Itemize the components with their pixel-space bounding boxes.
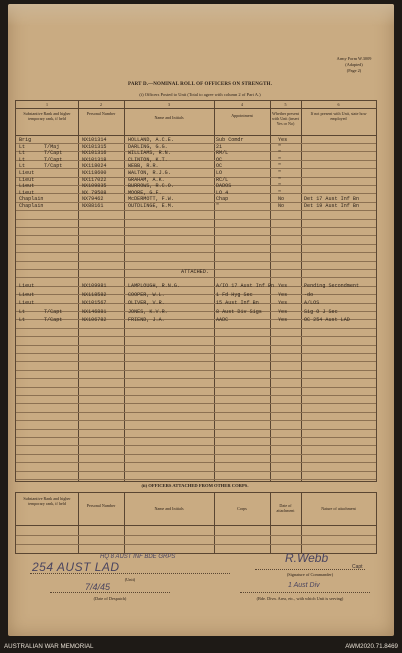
cell-employment: A/LOS bbox=[304, 300, 320, 306]
cell-employment: -do bbox=[304, 291, 314, 298]
cell-personal-number: NX146881 bbox=[82, 308, 107, 315]
signature-title: Capt bbox=[352, 564, 363, 570]
cell-temp-rank: T/Capt bbox=[44, 317, 63, 323]
cell-temp-rank: T/Capt bbox=[44, 308, 63, 315]
cell-personal-number: NX118024 bbox=[82, 163, 107, 170]
cell-employment: Det 19 Aust Inf Bn bbox=[304, 203, 360, 209]
s2-header: Personal Number bbox=[86, 503, 116, 508]
cell-personal-number: NX117022 bbox=[82, 176, 107, 183]
col-num: 5 bbox=[284, 102, 287, 107]
cell-personal-number: NX101316 bbox=[82, 150, 107, 157]
cell-rank: Chaplain bbox=[19, 203, 44, 209]
s2-header: Substantive Rank and higher temporary rank, if held bbox=[23, 496, 71, 507]
cell-personal-number: NX101567 bbox=[82, 300, 107, 306]
caption-date: (Date of Despatch) bbox=[93, 596, 127, 601]
cell-appointment: Chap bbox=[216, 196, 229, 203]
cell-rank: Lieut bbox=[19, 170, 35, 176]
form-number bbox=[324, 56, 384, 73]
form-number-line: (Adapted) bbox=[345, 61, 363, 67]
cell-rank: Lt bbox=[19, 156, 26, 163]
cell-appointment: LO bbox=[216, 170, 223, 176]
unit-handwritten: 254 AUST LAD bbox=[32, 560, 120, 574]
section2-title: (ii) OFFICERS ATTACHED FROM OTHER CORPS. bbox=[141, 483, 249, 488]
col-header-employment: If not present with Unit, state how employed bbox=[310, 111, 367, 122]
s2-header: Corps bbox=[237, 506, 247, 511]
cell-present: Yes bbox=[278, 308, 288, 315]
cell-rank: Lt bbox=[19, 308, 26, 315]
cell-present: " bbox=[278, 143, 282, 150]
cell-present: Yes bbox=[278, 283, 288, 289]
cell-appointment: 2i bbox=[216, 143, 223, 150]
cell-name: JONES, K.V.R. bbox=[128, 308, 168, 315]
col-header-name: Name and Initials bbox=[154, 115, 184, 120]
col-header-rank: Substantive Rank and higher temporary rank, if held bbox=[23, 111, 71, 122]
cell-name: GRAHAM, A.K. bbox=[128, 176, 165, 183]
cell-name: DARLING, G.G. bbox=[128, 143, 168, 150]
unit-note-handwritten: HQ 8 AUST INF BDE GRPS bbox=[100, 554, 176, 560]
cell-rank: Lieut bbox=[19, 183, 35, 190]
cell-present: " bbox=[278, 163, 282, 170]
col-num: 4 bbox=[241, 102, 243, 107]
cell-temp-rank: T/Maj bbox=[44, 143, 60, 150]
cell-temp-rank: T/Capt bbox=[44, 163, 63, 170]
s2-header: Name and Initials bbox=[154, 506, 184, 511]
caption-formation: (Bde. Divn. Area, etc., with which Unit is serving) bbox=[256, 596, 344, 601]
s2-header: Nature of attachment bbox=[321, 506, 356, 511]
cell-name: OLIVER, V.R. bbox=[128, 300, 165, 306]
cell-rank: Lieut bbox=[19, 189, 35, 196]
cell-rank: Lt bbox=[19, 317, 26, 323]
cell-rank: Lieut bbox=[19, 176, 35, 183]
cell-rank: Brig bbox=[19, 137, 32, 143]
cell-present: " bbox=[278, 156, 282, 163]
cell-present: " bbox=[278, 189, 282, 196]
cell-personal-number: NX118582 bbox=[82, 291, 107, 298]
caption-signature: (Signature of Commander) bbox=[286, 572, 334, 577]
cell-appointment: OC bbox=[216, 163, 223, 170]
cell-name: McDERMOTT, F.W. bbox=[128, 196, 174, 203]
footer-accession: AWM2020.71.8469 bbox=[345, 643, 398, 650]
cell-present: No bbox=[278, 196, 285, 203]
cell-present: " bbox=[278, 170, 282, 176]
cell-rank: Chaplain bbox=[19, 196, 44, 203]
cell-name: OUTDLINGE, E.M. bbox=[128, 203, 174, 209]
cell-name: WILLIAMS, R.N. bbox=[128, 150, 171, 157]
col-num: 1 bbox=[46, 102, 48, 107]
cell-present: Yes bbox=[278, 291, 288, 298]
cell-personal-number: NX101314 bbox=[82, 137, 107, 143]
s2-header: Date of attachment bbox=[276, 503, 295, 514]
cell-rank: Lieut bbox=[19, 300, 35, 306]
cell-appointment: RM/L bbox=[216, 150, 229, 157]
col-header-appointment: Appointment bbox=[231, 113, 253, 118]
cell-personal-number: NX 79508 bbox=[82, 189, 107, 196]
col-num: 3 bbox=[168, 102, 170, 107]
cell-appointment: A/IO 17 Aust Inf Bn bbox=[216, 283, 275, 289]
cell-personal-number: NX79462 bbox=[82, 196, 104, 203]
cell-personal-number: NX109981 bbox=[82, 283, 107, 289]
cell-employment: Pending Secondment bbox=[304, 283, 360, 289]
cell-present: " bbox=[278, 183, 282, 190]
cell-appointment: " bbox=[216, 203, 220, 209]
cell-appointment: RC/L bbox=[216, 176, 229, 183]
date-handwritten: 7/4/45 bbox=[85, 582, 111, 592]
cell-present: No bbox=[278, 203, 285, 209]
cell-rank: Lt bbox=[19, 150, 26, 157]
cell-personal-number: NX88161 bbox=[82, 203, 104, 209]
cell-rank: Lieut bbox=[19, 283, 35, 289]
cell-appointment: AADC bbox=[216, 317, 229, 323]
cell-name: BURROWS, R.C.O. bbox=[128, 183, 174, 190]
cell-personal-number: NX109835 bbox=[82, 183, 107, 190]
cell-rank: Lt bbox=[19, 163, 26, 170]
cell-employment: OC 254 Aust LAD bbox=[304, 317, 350, 323]
cell-employment: Det 17 Aust Inf Bn bbox=[304, 196, 360, 203]
cell-appointment: 15 Aust Inf Bn bbox=[216, 300, 259, 306]
caption-unit: (Unit) bbox=[124, 577, 136, 582]
cell-present: " bbox=[278, 150, 282, 157]
cell-appointment: Sub Comdr bbox=[216, 137, 244, 143]
attached-label: ATTACHED. bbox=[181, 269, 210, 275]
cell-present: Yes bbox=[278, 137, 288, 143]
cell-present: Yes bbox=[278, 317, 288, 323]
cell-personal-number: NX101315 bbox=[82, 143, 107, 150]
cell-employment: Sig O J Sec bbox=[304, 308, 338, 315]
cell-name: LAMPLOUGH, R.N.G. bbox=[128, 283, 180, 289]
cell-temp-rank: T/Capt bbox=[44, 156, 63, 163]
col-header-number: Personal Number bbox=[86, 111, 116, 116]
cell-appointment: OC bbox=[216, 156, 223, 163]
cell-appointment: LO 4 bbox=[216, 189, 229, 196]
nominal-roll-table bbox=[15, 100, 377, 482]
col-header-present: Whether present with Unit (insert Yes or No) bbox=[271, 111, 300, 127]
cell-name: COOPER, W.L. bbox=[128, 291, 165, 298]
cell-name: MOORE, G.F. bbox=[128, 189, 162, 196]
cell-rank: Lt bbox=[19, 143, 26, 150]
part-subtitle: (i) Officers Posted to Unit (Total to agree with column 2 of Part A.) bbox=[139, 92, 261, 97]
cell-name: CLINTON, K.T. bbox=[128, 156, 168, 163]
cell-appointment: DADOS bbox=[216, 183, 232, 190]
form-number-line: (Page 2) bbox=[346, 67, 362, 73]
cell-personal-number: NX118600 bbox=[82, 170, 107, 176]
cell-name: FRIEND, J.A. bbox=[128, 317, 165, 323]
form-number-line: Army Form W.3009 bbox=[336, 56, 372, 61]
footer-bar bbox=[0, 640, 402, 653]
cell-appointment: 1 Fd Hyg Sec bbox=[216, 291, 253, 298]
cell-temp-rank: T/Capt bbox=[44, 150, 63, 157]
attached-other-corps-table bbox=[15, 492, 377, 554]
cell-present: " bbox=[278, 176, 282, 183]
col-num: 6 bbox=[337, 102, 340, 107]
part-title: PART D.—NOMINAL ROLL OF OFFICERS ON STRENGTH. bbox=[128, 82, 272, 87]
cell-name: HOLLAND, A.C.E. bbox=[128, 137, 174, 143]
cell-personal-number: NX101318 bbox=[82, 156, 107, 163]
col-num: 2 bbox=[100, 102, 102, 107]
formation-handwritten: 1 Aust Div bbox=[288, 582, 320, 589]
signature: R.Webb bbox=[285, 551, 329, 565]
cell-name: WALTON, R.J.G. bbox=[128, 170, 171, 176]
cell-appointment: 8 Aust Div Sigs bbox=[216, 308, 262, 315]
footer-institution: AUSTRALIAN WAR MEMORIAL bbox=[4, 643, 94, 650]
cell-personal-number: NX106782 bbox=[82, 317, 107, 323]
cell-rank: Lieut bbox=[19, 291, 35, 298]
cell-present: Yes bbox=[278, 300, 288, 306]
cell-name: WEBB, R.R. bbox=[128, 163, 159, 170]
